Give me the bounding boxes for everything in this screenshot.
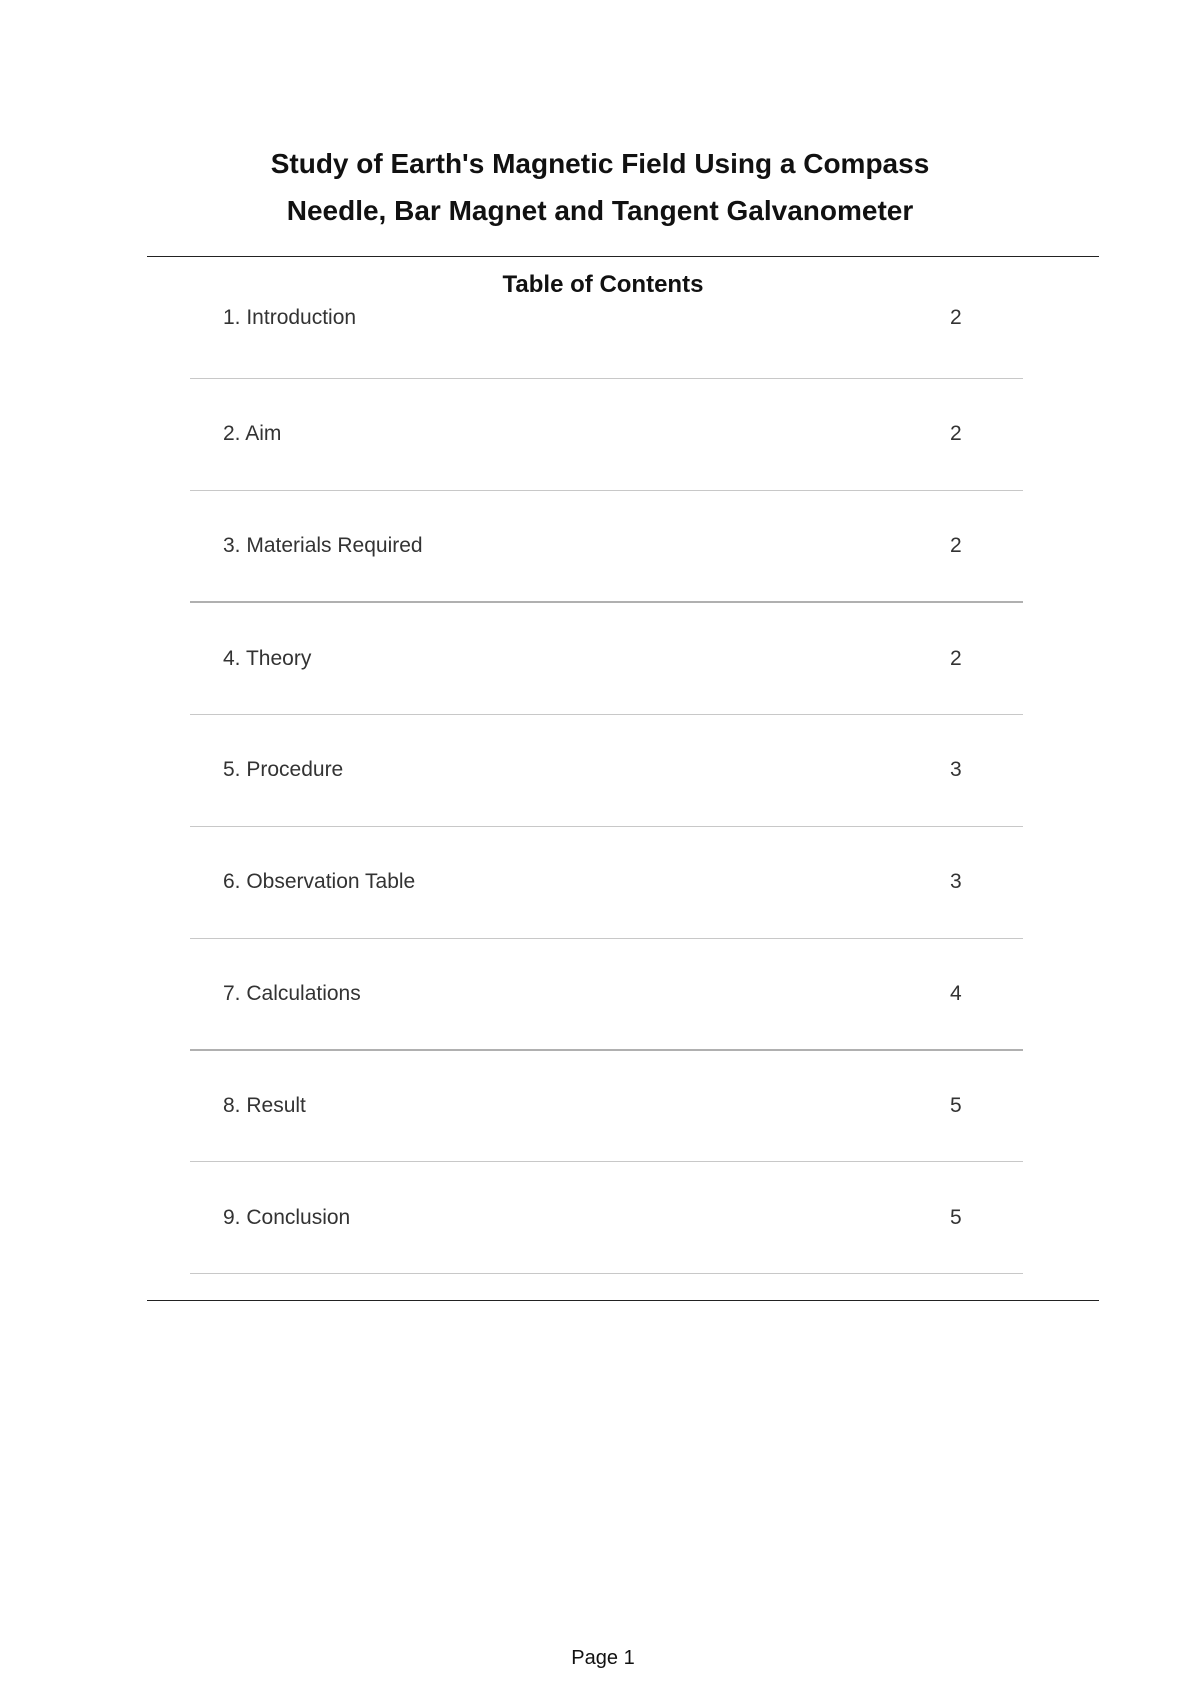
toc-separator bbox=[190, 490, 1023, 491]
title-line-2: Needle, Bar Magnet and Tangent Galvanometer bbox=[286, 195, 914, 226]
toc-separator bbox=[190, 601, 1023, 603]
toc-entry-label: 2. Aim bbox=[223, 422, 282, 445]
toc-list bbox=[190, 0, 1023, 1300]
toc-entry-label: 9. Conclusion bbox=[223, 1206, 351, 1229]
toc-entry-label: 7. Calculations bbox=[223, 982, 361, 1005]
toc-entry-label: 3. Materials Required bbox=[223, 534, 423, 557]
toc-entry-label: 1. Introduction bbox=[223, 306, 357, 329]
toc-entry-page: 3 bbox=[950, 870, 962, 893]
page-number: Page 1 bbox=[571, 1647, 635, 1669]
toc-entry-page: 2 bbox=[950, 534, 962, 557]
toc-entry-page: 4 bbox=[950, 982, 962, 1005]
toc-entry-page: 2 bbox=[950, 422, 962, 445]
toc-separator bbox=[190, 938, 1023, 939]
toc-entry-page: 5 bbox=[950, 1094, 962, 1117]
toc-separator bbox=[190, 714, 1023, 715]
toc-entry-label: 4. Theory bbox=[223, 647, 312, 670]
title-line-1: Study of Earth's Magnetic Field Using a Compass bbox=[270, 148, 930, 179]
toc-separator bbox=[190, 1161, 1023, 1162]
toc-entry-label: 6. Observation Table bbox=[223, 870, 416, 893]
toc-entry-label: 8. Result bbox=[223, 1094, 306, 1117]
toc-heading: Table of Contents bbox=[502, 271, 704, 298]
toc-entry-page: 3 bbox=[950, 758, 962, 781]
toc-separator bbox=[190, 1273, 1023, 1274]
toc-separator bbox=[190, 1049, 1023, 1051]
toc-separator bbox=[190, 826, 1023, 827]
toc-entry-page: 5 bbox=[950, 1206, 962, 1229]
toc-entry-page: 2 bbox=[950, 306, 962, 329]
bottom-divider bbox=[147, 1300, 1099, 1301]
toc-separator bbox=[190, 378, 1023, 379]
toc-entry-page: 2 bbox=[950, 647, 962, 670]
toc-entry-label: 5. Procedure bbox=[223, 758, 344, 781]
